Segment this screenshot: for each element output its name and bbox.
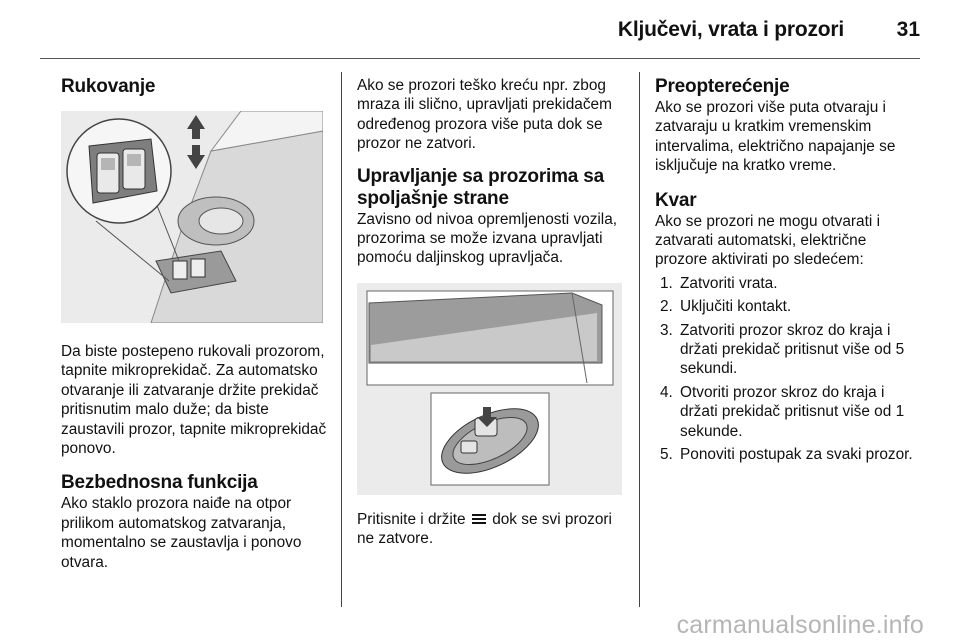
window-switch-illustration: [61, 111, 323, 323]
paragraph-daljinski: Zavisno od nivoa opremljenosti vozila, prozorima se može izvana upravljati pomoću daljinskog upravljača.: [357, 210, 618, 267]
section-heading-preopterecenje: Preopterećenje: [655, 76, 790, 97]
section-heading-bezbednosna: Bezbednosna funkcija: [61, 472, 258, 494]
paragraph-bezbednosna: Ako staklo prozora naiđe na otpor prilikom automatskog zatvaranja, momentalno se zaustavlja i ponovo otvara.: [61, 495, 302, 571]
watermark-text: carmanualsonline.info: [676, 611, 924, 639]
list-item: 2. Uključiti kontakt.: [660, 298, 792, 316]
paragraph-rukovanje: Da biste postepeno rukovali prozorom, tapnite mikroprekidač. Za automatsko otvaranje ili zatvaranje držite prekidač pritisnutim malo duže; da biste zaustavili prozor, tapnite mikroprekidač ponovo.: [61, 343, 327, 458]
lock-button-icon: [472, 510, 486, 529]
page-header-title: Ključevi, vrata i prozori: [617, 18, 844, 41]
section-heading-kvar: Kvar: [655, 189, 697, 211]
steps-list: [655, 274, 920, 465]
column-divider-1: [341, 72, 342, 607]
column-divider-2: [639, 72, 640, 607]
list-item: 1. Zatvoriti vrata.: [660, 274, 778, 292]
pritisnite-text-before: Pritisnite i držite: [357, 510, 466, 528]
column-2: [357, 76, 625, 549]
section-heading-spoljasnje: Upravljanje sa prozorima sa spoljašnje strane: [357, 165, 604, 209]
list-item: 3. Zatvoriti prozor skroz do kraja i držati prekidač pritisnut više od 5 sekundi.: [660, 321, 905, 378]
paragraph-preopterecenje: Ako se prozori više puta otvaraju i zatvaraju u kratkim vremenskim intervalima, električno napajanje se isključuje na kratko vreme.: [655, 99, 896, 175]
remote-key-illustration: [357, 283, 622, 495]
column-1: [61, 76, 327, 572]
paragraph-pritisnite: [357, 510, 625, 549]
paragraph-kvar: Ako se prozori ne mogu otvarati i zatvarati automatski, električne prozore aktivirati po sledećem:: [655, 212, 880, 269]
pritisnite-text-after: dok se svi prozori ne zatvore.: [357, 510, 612, 548]
page-number: 31: [896, 18, 920, 41]
paragraph-mraz: Ako se prozori teško kreću npr. zbog mraza ili slično, upravljati prekidačem određenog prozora više puta dok se prozor ne zatvori.: [357, 77, 612, 153]
column-3: [655, 76, 920, 465]
header-divider: [40, 58, 920, 59]
section-heading-rukovanje: Rukovanje: [61, 76, 156, 97]
list-item: 5. Ponoviti postupak za svaki prozor.: [660, 446, 913, 464]
list-item: 4. Otvoriti prozor skroz do kraja i držati prekidač pritisnut više od 1 sekunde.: [660, 383, 905, 440]
